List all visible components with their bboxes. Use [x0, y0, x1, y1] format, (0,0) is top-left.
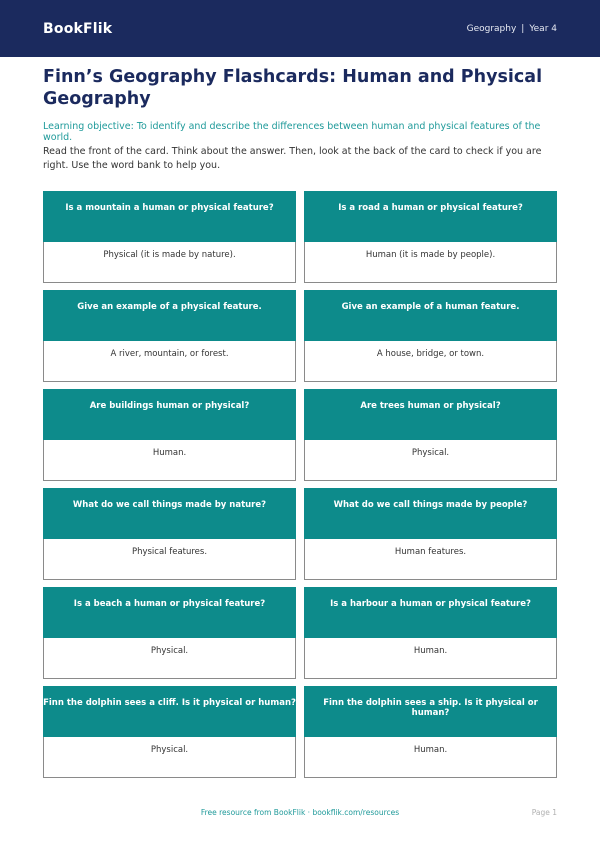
flashcard-front: Give an example of a physical feature. [43, 290, 296, 341]
year-label: Year 4 [529, 23, 557, 34]
learning-objective: Learning objective: To identify and describe the differences between human and physical features of the world. [43, 121, 541, 143]
flashcard [43, 587, 296, 679]
flashcard-back: A river, mountain, or forest. [43, 341, 296, 382]
flashcard-front: Is a mountain a human or physical feature? [43, 191, 296, 242]
separator: | [521, 23, 525, 34]
flashcard-back: Physical. [304, 440, 557, 481]
flashcard-back: Physical features. [43, 539, 296, 580]
flashcard-front: Finn the dolphin sees a ship. Is it physical or human? [304, 686, 557, 737]
flashcard [304, 488, 557, 580]
top-header-bar [0, 0, 600, 57]
flashcard [43, 191, 296, 283]
flashcard-front: Is a beach a human or physical feature? [43, 587, 296, 638]
flashcard-front: Finn the dolphin sees a cliff. Is it physical or human? [43, 686, 296, 737]
flashcard-back: Human (it is made by people). [304, 242, 557, 283]
flashcard [304, 191, 557, 283]
flashcard-back: A house, bridge, or town. [304, 341, 557, 382]
flashcard-back: Physical. [43, 638, 296, 679]
flashcard-front: What do we call things made by people? [304, 488, 557, 539]
flashcard [304, 389, 557, 481]
page-title: Finn’s Geography Flashcards: Human and Physical Geography [43, 67, 543, 109]
subject-year-label [467, 24, 557, 34]
flashcard-back: Physical. [43, 737, 296, 778]
flashcard-back: Human features. [304, 539, 557, 580]
flashcard [304, 587, 557, 679]
flashcard-front: Are trees human or physical? [304, 389, 557, 440]
flashcard-front: Give an example of a human feature. [304, 290, 557, 341]
flashcard [43, 290, 296, 382]
flashcard-back: Human. [304, 737, 557, 778]
brand-logo-text[interactable]: BookFlik [43, 20, 113, 37]
flashcard-front: Is a harbour a human or physical feature? [304, 587, 557, 638]
flashcard [43, 488, 296, 580]
flashcard-grid [43, 191, 557, 778]
flashcard [304, 686, 557, 778]
subject-label: Geography [466, 23, 517, 34]
flashcard [43, 389, 296, 481]
footer-resource-link[interactable]: Free resource from BookFlik · bookflik.com/resources [200, 808, 400, 817]
flashcard-back: Human. [43, 440, 296, 481]
flashcard-front: What do we call things made by nature? [43, 488, 296, 539]
flashcard [43, 686, 296, 778]
flashcard-back: Physical (it is made by nature). [43, 242, 296, 283]
flashcard-front: Is a road a human or physical feature? [304, 191, 557, 242]
instructions-text: Read the front of the card. Think about the answer. Then, look at the back of the card to check if you are right. Use the word bank to help you. [43, 146, 542, 171]
flashcard-back: Human. [304, 638, 557, 679]
flashcard-front: Are buildings human or physical? [43, 389, 296, 440]
page-number: Page 1 [531, 808, 557, 817]
flashcard [304, 290, 557, 382]
